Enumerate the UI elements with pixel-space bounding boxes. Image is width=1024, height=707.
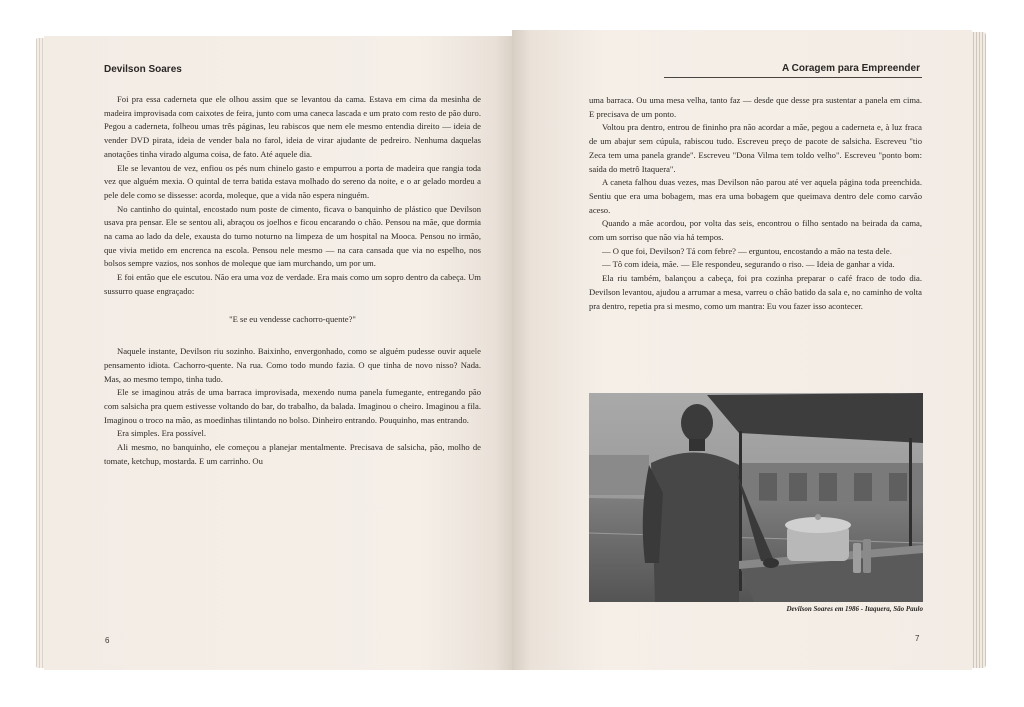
body-paragraph: Ali mesmo, no banquinho, ele começou a planejar mentalmente. Precisava de salsicha, pão, molho de tomate, ketchup, mostarda. E um carrinho. Ou — [104, 442, 481, 466]
body-paragraph: Voltou pra dentro, entrou de fininho pra não acordar a mãe, pegou a caderneta e, à luz fraca de um abajur sem cúpula, rabiscou tudo. Escreveu preço de pacote de salsicha. Escreveu "tio Zeca tem uma panela grande". Escreveu "Dona Vilma tem toldo velho". Escreveu "ponto bom: saída do metrô Itaquera". — [589, 122, 922, 174]
body-paragraph: No cantinho do quintal, encostado num poste de cimento, ficava o banquinho de plástico que Devilson usava pra pensar. Ele se sentou ali, abraçou os joelhos e ficou encarando o chão. Pensou na mãe, que dormia na cama ao lado da dele, exausta do turno noturno na limpeza de um hospital na Mooca. Pensou no irmão, que vivia metido em encrenca na escola. Pensou nele mesmo — na cara cansada que via no espelho, nos bolsos sempre vazios, nos sonhos de moleque que iam murchando, um por um. — [104, 203, 481, 269]
body-paragraph: Ele se imaginou atrás de uma barraca improvisada, mexendo numa panela fumegante, entregando pão com salsicha pra quem estivesse voltando do bar, do trabalho, da balada. Imaginou o cheiro. Imaginou a fila. Imaginou o troco na mão, as moedinhas tilintando no bolso. Dinheiro entrando. Pouquinho, mas entrando. — [104, 387, 481, 425]
left-page-body — [104, 93, 481, 469]
page-number-right: 7 — [915, 634, 920, 643]
body-paragraph: Ele se levantou de vez, enfiou os pés num chinelo gasto e empurrou a porta de madeira que rangia toda vez que alguém mexia. O quintal de terra batida estava molhado do sereno da noite, e o ar gelado mordeu a pele dele como se dissesse: acorda, moleque, que a vida não espera ninguém. — [104, 162, 481, 200]
continued-paragraph: uma barraca. Ou uma mesa velha, tanto faz — desde que desse pra sustentar a panela em cima. E precisava de um ponto. — [589, 95, 922, 119]
running-head-title: A Coragem para Empreender — [781, 63, 920, 74]
right-page — [512, 30, 972, 670]
running-head-rule — [664, 77, 922, 78]
dialogue-line: — Tô com ideia, mãe. — Ele respondeu, segurando o riso. — Ideia de ganhar a vida. — [602, 259, 895, 270]
body-paragraph: Era simples. Era possível. — [117, 428, 207, 439]
hotdog-stand-photo — [589, 393, 923, 602]
photo-caption: Devilson Soares em 1986 - Itaquera, São Paulo — [786, 605, 923, 613]
body-paragraph: Foi pra essa caderneta que ele olhou assim que se levantou da cama. Estava em cima da mesinha de madeira improvisada com caixotes de feira, junto com uma caneca lascada e um prato com resto de pão duro. Pegou a caderneta, folheou umas três páginas, leu rabiscos que nem ele mesmo entendia direito — ideia de vender DVD pirata, ideia de vender bala no farol, ideia de virar ajudante de pedreiro. Nenhuma daquelas anotações tinha virado alguma coisa, de fato. Até aquele dia. — [104, 94, 481, 159]
body-paragraph: Naquele instante, Devilson riu sozinho. Baixinho, envergonhado, como se alguém pudesse ouvir aquele pensamento idiota. Cachorro-quente. Na rua. Como todo mundo fazia. O que tinha de novo nisso? Nada. Mas, ao mesmo tempo, tinha tudo. — [104, 346, 481, 384]
body-paragraph: E foi então que ele escutou. Não era uma voz de verdade. Era mais como um sopro dentro da cabeça. Um sussurro quase engraçado: — [104, 272, 481, 296]
dialogue-line: — O que foi, Devilson? Tá com febre? — erguntou, encostando a mão na testa dele. — [602, 245, 892, 256]
right-page-body — [589, 94, 922, 313]
body-paragraph: Ela riu também, balançou a cabeça, foi pra cozinha preparar o café fraco de todo dia. Devilson levantou, ajudou a arrumar a mesa, varreu o chão batido da sala e, no caminho de volta pra dentro, repetia pra si mesmo, como um mantra: Eu vou fazer isso acontecer. — [589, 273, 922, 311]
page-number-left: 6 — [105, 636, 110, 645]
body-paragraph: Quando a mãe acordou, por volta das seis, encontrou o filho sentado na beirada da cama, com um sorriso que não via há tempos. — [589, 218, 922, 243]
inner-thought-quote: "E se eu vendesse cachorro-quente?" — [229, 313, 356, 324]
body-paragraph: A caneta falhou duas vezes, mas Devilson não parou até ver aquela página toda preenchida. Sentiu que era uma bobagem, mas era uma bobagem que queimava dentro dele como carvão aceso. — [589, 177, 922, 215]
left-page — [44, 36, 514, 670]
running-head-author: Devilson Soares — [104, 64, 182, 75]
